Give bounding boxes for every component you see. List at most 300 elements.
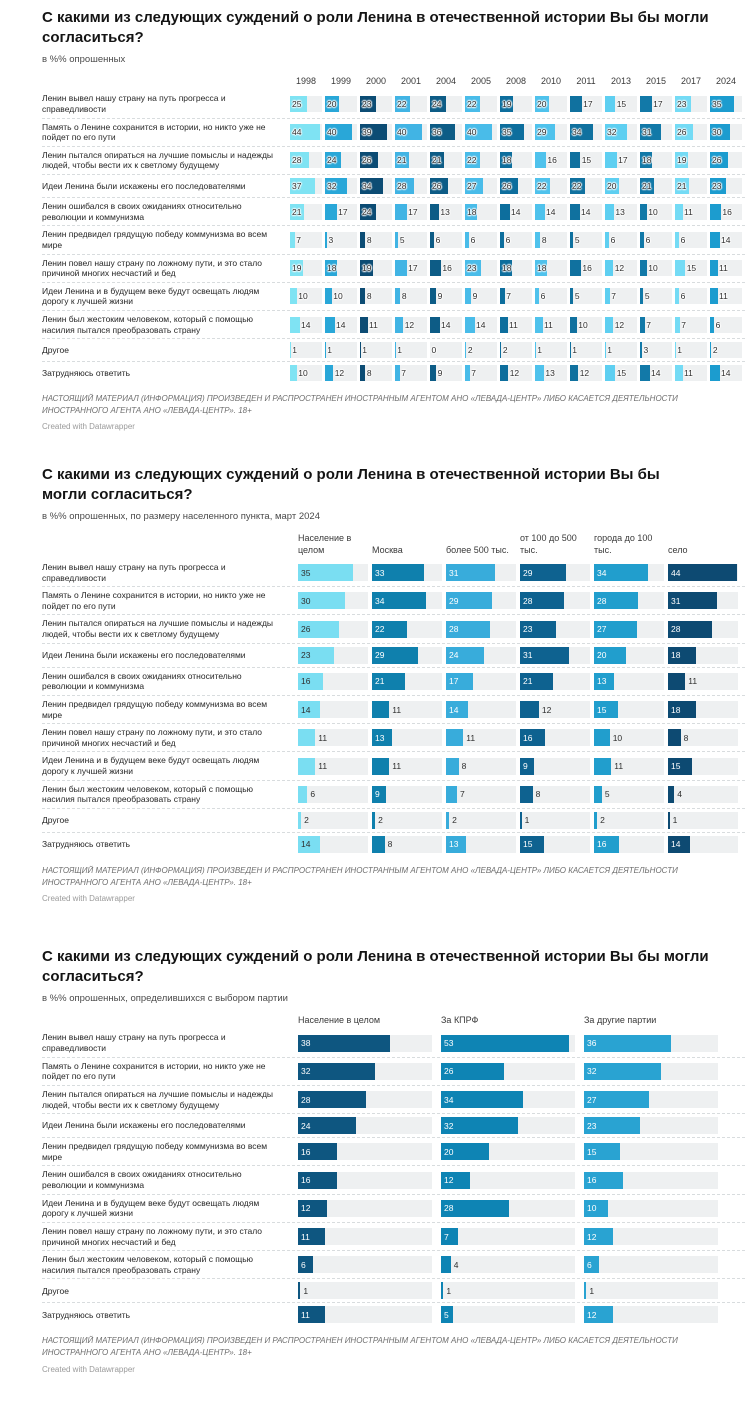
- value-label: 7: [460, 789, 465, 800]
- bar: [298, 758, 315, 775]
- value-label: 8: [461, 761, 467, 772]
- bar: [325, 204, 337, 220]
- value-label: 9: [375, 789, 380, 800]
- row-label: Затрудняюсь ответить: [42, 1309, 131, 1320]
- bar: [372, 812, 375, 829]
- chart-subtitle: в %% опрошенных, определившихся с выбором партии: [42, 993, 288, 1005]
- bar: [675, 232, 679, 248]
- value-label: 1: [292, 345, 297, 356]
- value-label: 7: [471, 368, 477, 379]
- column-header: 1998: [295, 76, 317, 86]
- cell-track: [298, 1117, 441, 1134]
- bar: [605, 288, 610, 304]
- bar: [605, 96, 615, 112]
- cell-track: [520, 729, 594, 746]
- value-label: 15: [523, 839, 533, 850]
- value-label: 26: [432, 181, 442, 191]
- value-label: 15: [671, 761, 681, 772]
- value-label: 23: [301, 650, 311, 661]
- cell-track: [360, 96, 395, 112]
- value-label: 8: [541, 234, 547, 245]
- value-label: 14: [449, 704, 459, 715]
- bar: [360, 317, 368, 333]
- cell-track: [430, 178, 465, 194]
- chart-footnote: НАСТОЯЩИЙ МАТЕРИАЛ (ИНФОРМАЦИЯ) ПРОИЗВЕДЕН И РАСПРОСТРАНЕН ИНОСТРАННЫМ АГЕНТОМ АНО «ЛЕВАДА-ЦЕНТР» ЛИБО КАСАЕТСЯ ДЕЯТЕЛЬНОСТИ ИНОСТРАННОГО АГЕНТА АНО «ЛЕВАДА-ЦЕНТР». 18+: [42, 865, 678, 887]
- cell-track: [372, 758, 446, 775]
- bar: [570, 317, 577, 333]
- cell-track: [290, 124, 325, 140]
- value-label: 9: [437, 368, 443, 379]
- bar: [441, 1256, 451, 1273]
- value-label: 7: [611, 291, 617, 302]
- bar: [675, 317, 680, 333]
- bar: [465, 288, 471, 304]
- cell-track: [710, 152, 745, 168]
- cell-track: [675, 124, 710, 140]
- chart-title: С какими из следующих суждений о роли Ленина в отечественной истории Вы бы могли согласиться?: [42, 9, 709, 46]
- cell-track: [290, 178, 325, 194]
- table-row: [42, 361, 745, 384]
- value-label: 7: [444, 1231, 449, 1242]
- table-row: [42, 1302, 745, 1326]
- cell-track: [605, 365, 640, 381]
- value-label: 18: [642, 155, 652, 166]
- table-row: [42, 1165, 745, 1193]
- value-label: 17: [408, 263, 418, 274]
- value-label: 12: [509, 368, 520, 379]
- cell-track: [500, 96, 535, 112]
- value-label: 20: [607, 181, 617, 191]
- column-headers: [42, 1015, 745, 1026]
- cell-track: [500, 288, 535, 304]
- cell-track: [395, 365, 430, 381]
- cell-track: [298, 564, 372, 581]
- value-label: 8: [535, 789, 541, 800]
- cell-track: [441, 1063, 584, 1080]
- cell-track: [668, 812, 742, 829]
- value-label: 7: [646, 319, 652, 330]
- bar: [465, 365, 470, 381]
- cell-track: [325, 204, 360, 220]
- chart-grid: [42, 76, 745, 384]
- value-label: 10: [298, 368, 308, 379]
- bar: [446, 729, 463, 746]
- value-label: 10: [648, 206, 658, 217]
- cell-track: [290, 317, 325, 333]
- table-row: [42, 723, 745, 751]
- bar: [584, 1282, 586, 1299]
- bar: [500, 204, 510, 220]
- column-header: 2011: [576, 76, 596, 86]
- cell-track: [360, 232, 395, 248]
- value-label: 8: [683, 732, 689, 743]
- cell-track: [675, 204, 710, 220]
- cell-track: [605, 288, 640, 304]
- bar: [500, 317, 508, 333]
- table-row: [42, 1137, 745, 1165]
- bar: [395, 204, 407, 220]
- bar: [325, 365, 333, 381]
- chart-subtitle: в %% опрошенных, по размеру населенного пункта, март 2024: [42, 511, 320, 523]
- value-label: 20: [537, 98, 547, 109]
- value-label: 32: [587, 1066, 597, 1077]
- cell-track: [372, 836, 446, 853]
- value-label: 13: [440, 206, 450, 217]
- table-row: [42, 1057, 745, 1085]
- value-label: 2: [452, 815, 457, 826]
- value-label: 29: [523, 567, 533, 578]
- bar: [640, 96, 652, 112]
- cell-track: [465, 342, 500, 358]
- cell-track: [535, 365, 570, 381]
- cell-track: [570, 260, 605, 276]
- row-label: Память о Ленине сохранится в истории, но никто уже не пойдет по его пути: [42, 1060, 266, 1082]
- value-label: 10: [578, 319, 588, 330]
- value-label: 2: [467, 345, 473, 356]
- cell-track: [584, 1200, 727, 1217]
- bar: [395, 342, 396, 358]
- value-label: 27: [467, 181, 477, 191]
- table-row: [42, 832, 745, 856]
- value-label: 9: [437, 291, 443, 302]
- value-label: 8: [387, 839, 393, 850]
- column-header: Население в целом: [298, 1015, 381, 1026]
- table-row: [42, 338, 745, 361]
- cell-track: [640, 178, 675, 194]
- cell-track: [395, 232, 430, 248]
- value-label: 20: [444, 1146, 454, 1157]
- value-label: 23: [467, 263, 477, 274]
- bar: [290, 342, 291, 358]
- row-label: Ленин был жестоким человеком, который с помощью насилия пытался преобразовать страну: [42, 314, 254, 335]
- value-label: 24: [432, 98, 442, 109]
- bar: [360, 342, 361, 358]
- cell-track: [520, 812, 594, 829]
- value-label: 6: [587, 1259, 592, 1270]
- cell-track: [710, 96, 745, 112]
- value-label: 22: [537, 181, 547, 191]
- value-label: 36: [587, 1038, 597, 1048]
- table-row: [42, 1085, 745, 1113]
- value-label: 14: [511, 206, 521, 217]
- cell-track: [520, 647, 594, 664]
- bar: [570, 152, 580, 168]
- value-label: 29: [375, 650, 385, 661]
- bar: [298, 1282, 300, 1299]
- bar: [290, 288, 297, 304]
- value-label: 11: [544, 319, 553, 330]
- bar: [465, 232, 469, 248]
- value-label: 6: [645, 234, 651, 245]
- cell-track: [584, 1256, 727, 1273]
- bar: [640, 260, 647, 276]
- cell-track: [535, 124, 570, 140]
- bar: [520, 786, 533, 803]
- chart-lenin-by-party: [42, 947, 745, 1373]
- bar: [395, 232, 398, 248]
- value-label: 12: [404, 319, 415, 330]
- bar: [430, 232, 434, 248]
- value-label: 16: [547, 155, 557, 166]
- bar: [570, 288, 573, 304]
- value-label: 3: [643, 345, 649, 356]
- cell-track: [570, 124, 605, 140]
- column-header: 2008: [505, 76, 527, 86]
- value-label: 28: [397, 181, 407, 191]
- value-label: 1: [572, 345, 577, 356]
- bar: [710, 260, 718, 276]
- value-label: 1: [537, 345, 542, 356]
- column-header: 2024: [715, 76, 737, 86]
- cell-track: [441, 1091, 584, 1108]
- cell-track: [605, 232, 640, 248]
- column-header: от 100 до 500 тыс.: [520, 533, 577, 555]
- cell-track: [570, 178, 605, 194]
- cell-track: [446, 786, 520, 803]
- cell-track: [290, 260, 325, 276]
- value-label: 7: [296, 234, 302, 245]
- column-header: 1999: [330, 76, 352, 86]
- value-label: 14: [671, 839, 681, 850]
- bar: [465, 317, 475, 333]
- cell-track: [465, 152, 500, 168]
- row-label: Идеи Ленина и в будущем веке будут освещать людям дорогу к лучшей жизни: [42, 755, 260, 777]
- value-label: 1: [524, 815, 530, 826]
- value-label: 12: [587, 1231, 597, 1242]
- cell-track: [298, 1306, 441, 1323]
- cell-track: [441, 1306, 584, 1323]
- value-label: 35: [712, 98, 722, 109]
- bar: [325, 288, 332, 304]
- value-label: 17: [449, 676, 459, 687]
- cell-track: [360, 124, 395, 140]
- column-header: 2000: [365, 76, 387, 86]
- cell-track: [500, 232, 535, 248]
- bar: [605, 260, 613, 276]
- value-label: 21: [677, 181, 687, 191]
- value-label: 14: [336, 319, 346, 330]
- value-label: 6: [540, 291, 546, 302]
- cell-track: [430, 152, 465, 168]
- value-label: 29: [537, 127, 547, 138]
- cell-track: [520, 758, 594, 775]
- cell-track: [594, 647, 668, 664]
- cell-track: [465, 288, 500, 304]
- cell-track: [298, 836, 372, 853]
- value-label: 53: [444, 1038, 454, 1048]
- cell-track: [584, 1117, 727, 1134]
- value-label: 5: [574, 234, 580, 245]
- bar: [605, 152, 617, 168]
- value-label: 18: [671, 704, 681, 715]
- row-label: Ленин пытался опираться на лучшие помыслы и надежды людей, чтобы вести их к светлому будущему: [42, 1088, 274, 1110]
- value-label: 12: [614, 263, 625, 274]
- value-label: 11: [688, 676, 698, 687]
- cell-track: [710, 317, 745, 333]
- value-label: 35: [301, 567, 311, 578]
- value-label: 32: [444, 1120, 454, 1131]
- value-label: 15: [597, 704, 607, 715]
- cell-track: [298, 1172, 441, 1189]
- cell-track: [430, 232, 465, 248]
- bar: [430, 317, 440, 333]
- cell-track: [594, 592, 668, 609]
- bar: [584, 1035, 671, 1052]
- value-label: 8: [366, 291, 372, 302]
- value-label: 7: [506, 291, 512, 302]
- table-row: [42, 225, 745, 253]
- bar: [441, 1282, 443, 1299]
- bar: [605, 317, 613, 333]
- value-label: 32: [301, 1066, 311, 1077]
- cell-track: [430, 317, 465, 333]
- value-label: 17: [408, 206, 418, 217]
- cell-track: [298, 1228, 441, 1245]
- bar: [395, 317, 403, 333]
- cell-track: [430, 260, 465, 276]
- bar: [535, 232, 540, 248]
- value-label: 8: [366, 368, 372, 379]
- bar: [446, 758, 459, 775]
- row-label: Идеи Ленина были искажены его последователями: [42, 180, 246, 191]
- value-label: 15: [616, 368, 627, 379]
- value-label: 6: [680, 291, 686, 302]
- bar: [290, 232, 295, 248]
- cell-track: [594, 786, 668, 803]
- cell-track: [675, 365, 710, 381]
- value-label: 31: [523, 650, 533, 661]
- cell-track: [668, 758, 742, 775]
- value-label: 37: [292, 181, 302, 191]
- value-label: 1: [362, 345, 367, 356]
- cell-track: [675, 342, 710, 358]
- bar: [640, 342, 642, 358]
- cell-track: [605, 342, 640, 358]
- bar: [594, 729, 610, 746]
- row-label: Ленин вывел нашу страну на путь прогресса и справедливости: [42, 561, 226, 583]
- cell-track: [605, 152, 640, 168]
- column-header: Население в целом: [298, 533, 352, 555]
- bar: [535, 365, 544, 381]
- value-label: 22: [375, 624, 385, 635]
- cell-track: [372, 786, 446, 803]
- value-label: 35: [502, 127, 512, 138]
- bar: [430, 288, 436, 304]
- cell-track: [675, 260, 710, 276]
- cell-track: [535, 96, 570, 112]
- value-label: 5: [644, 291, 650, 302]
- cell-track: [710, 204, 745, 220]
- cell-track: [360, 260, 395, 276]
- value-label: 12: [334, 368, 345, 379]
- cell-track: [668, 564, 742, 581]
- row-label: Ленин пытался опираться на лучшие помыслы и надежды людей, чтобы вести их к светлому будущему: [42, 149, 274, 171]
- cell-track: [520, 621, 594, 638]
- cell-track: [395, 204, 430, 220]
- bar: [710, 204, 721, 220]
- bar: [640, 232, 644, 248]
- bar: [668, 786, 674, 803]
- bar: [640, 365, 650, 381]
- value-label: 4: [677, 789, 683, 800]
- cell-track: [668, 647, 742, 664]
- value-label: 4: [453, 1259, 459, 1270]
- cell-track: [446, 673, 520, 690]
- bar: [395, 260, 407, 276]
- cell-track: [465, 232, 500, 248]
- value-label: 16: [523, 732, 533, 743]
- cell-track: [675, 232, 710, 248]
- cell-track: [325, 317, 360, 333]
- value-label: 17: [653, 98, 663, 109]
- row-label: Ленин повел нашу страну по ложному пути, и это стало причиной многих несчастий и бед: [42, 1225, 263, 1247]
- value-label: 14: [546, 206, 556, 217]
- cell-track: [441, 1035, 584, 1052]
- value-label: 16: [587, 1175, 597, 1185]
- cell-track: [535, 178, 570, 194]
- cell-track: [395, 124, 430, 140]
- value-label: 18: [467, 206, 477, 217]
- value-label: 24: [327, 155, 337, 166]
- cell-track: [520, 564, 594, 581]
- table-row: [42, 695, 745, 723]
- value-label: 28: [523, 595, 533, 606]
- chart-grid: [42, 1015, 745, 1326]
- bar: [430, 204, 439, 220]
- cell-track: [570, 204, 605, 220]
- row-label: Память о Ленине сохранится в истории, но никто уже не пойдет по его пути: [42, 590, 266, 611]
- value-label: 11: [318, 732, 328, 743]
- datawrapper-credit: Created with Datawrapper: [42, 894, 135, 904]
- cell-track: [395, 178, 430, 194]
- cell-track: [605, 96, 640, 112]
- row-label: Ленин ошибался в своих ожиданиях относительно революции и коммунизма: [42, 201, 242, 222]
- bar: [298, 1035, 390, 1052]
- cell-track: [298, 1256, 441, 1273]
- table-row: [42, 1113, 745, 1137]
- value-label: 26: [712, 155, 722, 166]
- cell-track: [290, 232, 325, 248]
- value-label: 6: [505, 234, 511, 245]
- bar: [668, 673, 685, 690]
- cell-track: [500, 260, 535, 276]
- cell-track: [465, 178, 500, 194]
- value-label: 28: [597, 595, 607, 606]
- cell-track: [298, 1091, 441, 1108]
- cell-track: [710, 342, 745, 358]
- value-label: 10: [648, 263, 658, 274]
- cell-track: [668, 592, 742, 609]
- value-label: 5: [399, 234, 405, 245]
- cell-track: [430, 365, 465, 381]
- cell-track: [325, 342, 360, 358]
- cell-track: [465, 96, 500, 112]
- row-label: Ленин был жестоким человеком, который с помощью насилия пытался преобразовать страну: [42, 783, 254, 805]
- value-label: 14: [721, 368, 731, 379]
- row-label: Другое: [42, 344, 70, 355]
- value-label: 7: [401, 368, 407, 379]
- bar: [535, 288, 539, 304]
- bar: [535, 204, 545, 220]
- value-label: 12: [444, 1175, 454, 1185]
- value-label: 17: [338, 206, 348, 217]
- cell-track: [710, 365, 745, 381]
- value-label: 40: [397, 127, 407, 138]
- value-label: 16: [582, 263, 592, 274]
- cell-track: [395, 260, 430, 276]
- cell-track: [298, 701, 372, 718]
- bar: [360, 365, 365, 381]
